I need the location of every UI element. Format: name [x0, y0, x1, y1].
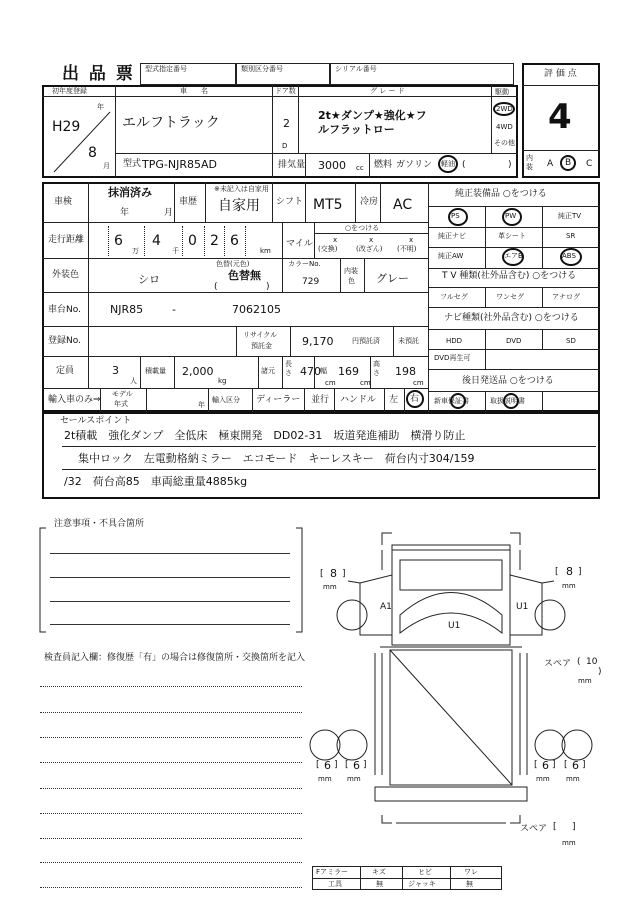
- ext-color-label: 外装色: [52, 270, 80, 280]
- fuel-paren-open: (: [462, 160, 466, 170]
- drive-other: その他: [494, 139, 515, 147]
- tv-analog: アナログ: [552, 293, 580, 301]
- repaint-label: 色替(元色): [216, 260, 250, 268]
- capacity-value: 3: [112, 364, 119, 377]
- equip-leather: 革シート: [498, 232, 526, 240]
- equipment-title: 純正装備品 ○をつける: [455, 189, 547, 199]
- tire-fr-bracket-open: [: [555, 567, 559, 577]
- score-header: 評 価 点: [544, 69, 577, 79]
- import-class-label: 輸入区分: [212, 396, 240, 404]
- door-suffix: D: [282, 142, 288, 150]
- interior-a: A: [547, 159, 554, 169]
- score-value: 4: [548, 97, 572, 137]
- model-label: 型式: [123, 159, 142, 169]
- tire-rr2-unit: mm: [566, 775, 580, 783]
- height-label: 高さ: [373, 360, 380, 377]
- sheet-title: 出 品 票: [62, 64, 135, 84]
- int-color-value: グレー: [376, 272, 409, 285]
- mileage-digit-3: 0: [188, 233, 197, 249]
- dims-label: 諸元: [261, 367, 275, 375]
- grade-line2: ルフラットロー: [318, 123, 395, 136]
- spare2-bracket-close: ]: [572, 822, 576, 832]
- doors-label: ドア数: [275, 87, 296, 95]
- car-name: エルフトラック: [122, 115, 220, 131]
- odo-tamper: (改ざん): [356, 245, 383, 253]
- sales-line-1: 2t積載 強化ダンプ 全低床 極東開発 DD02-31 坂道発進補助 横滑り防止: [64, 429, 466, 442]
- sales-label: セールスポイント: [60, 416, 132, 426]
- later-warranty: 新車保証書: [434, 397, 469, 405]
- tire-rl2-unit: mm: [347, 775, 361, 783]
- load-label: 積載量: [145, 367, 166, 375]
- repaint-paren-close: ): [266, 282, 270, 292]
- odo-exchange: (交換): [318, 245, 338, 253]
- equip-navi: 純正ナビ: [438, 232, 466, 240]
- year-unit: 年: [97, 103, 104, 111]
- spare1-paren-close: ): [598, 667, 602, 677]
- drive-2wd: 2WD: [496, 105, 513, 113]
- acc-header-crack: ヒビ: [418, 868, 432, 876]
- first-reg-month: 8: [88, 145, 97, 161]
- handle-left: 左: [389, 395, 399, 405]
- spare1-unit: mm: [578, 677, 592, 685]
- interior-label: 内装: [526, 154, 533, 171]
- mileage-digit-5: 6: [230, 233, 239, 249]
- tire-rl1-value: 6: [324, 759, 331, 772]
- width-unit: cm: [360, 379, 371, 387]
- odo-x2: x: [369, 236, 374, 244]
- class-label: 類別区分番号: [241, 65, 283, 73]
- mileage-sen: 千: [172, 247, 179, 255]
- mark-u1-door: U1: [516, 602, 529, 612]
- acc-header-break: ワレ: [464, 868, 478, 876]
- length-unit: cm: [325, 379, 336, 387]
- tire-rl2-bracket-close: ]: [363, 760, 367, 770]
- tire-fl-bracket-open: [: [320, 569, 324, 579]
- reg-no-label: 登録No.: [48, 336, 81, 346]
- fuel-gasoline: ガソリン: [396, 160, 433, 170]
- mileage-digit-2: 4: [152, 233, 161, 249]
- serial-label: シリアル番号: [335, 65, 377, 73]
- shift-value: MT5: [313, 197, 343, 213]
- load-unit: kg: [218, 377, 227, 385]
- equip-abs: ABS: [562, 252, 576, 260]
- tire-rr1-value: 6: [542, 759, 549, 772]
- odo-x3: x: [409, 236, 414, 244]
- import-label: 輸入車のみ⇒: [48, 395, 101, 405]
- mile-label: マイル: [286, 239, 313, 249]
- navi-title: ナビ種類(社外品含む) ○をつける: [444, 313, 579, 323]
- displacement-unit: cc: [356, 164, 364, 172]
- color-no-value: 729: [302, 277, 320, 287]
- int-color-label-2: 色: [348, 277, 355, 285]
- mileage-man: 万: [132, 247, 139, 255]
- height-unit: cm: [413, 379, 424, 387]
- drive-label: 駆動: [495, 88, 509, 96]
- navi-hdd: HDD: [446, 337, 463, 345]
- height-value: 198: [395, 365, 416, 378]
- equip-sr: SR: [566, 232, 576, 240]
- import-parallel: 並行: [311, 395, 330, 405]
- recycle-paid: 円預託済: [352, 337, 380, 345]
- displacement-value: 3000: [318, 159, 346, 172]
- odo-unknown: (不明): [397, 245, 417, 253]
- tire-rr1-bracket-close: ]: [552, 760, 556, 770]
- tv-oneseg: ワンセグ: [496, 293, 524, 301]
- tire-rr2-value: 6: [572, 759, 579, 772]
- car-name-label: 車 名: [180, 87, 208, 95]
- tire-rl1-unit: mm: [318, 775, 332, 783]
- repaint-paren-open: (: [214, 282, 218, 292]
- tire-fr-unit: mm: [562, 582, 576, 590]
- acc-jack-label: ジャッキ: [408, 880, 436, 888]
- model-value: TPG-NJR85AD: [142, 158, 217, 171]
- spare2-unit: mm: [562, 839, 576, 847]
- grade-label: グ レ ー ド: [370, 87, 405, 95]
- use-value: 自家用: [218, 198, 260, 214]
- fuel-paren-close: ): [508, 160, 512, 170]
- tire-fr-value: 8: [566, 565, 573, 578]
- chassis-label: 車台No.: [48, 305, 81, 315]
- tire-fl-bracket-close: ]: [342, 569, 346, 579]
- odo-note: ○をつける: [345, 224, 380, 232]
- ac-label: 冷房: [360, 197, 379, 207]
- model-year-label-1: モデル: [112, 390, 133, 398]
- mileage-digit-4: 2: [210, 233, 219, 249]
- equip-ps: PS: [451, 212, 460, 220]
- tire-rr2-bracket-close: ]: [582, 760, 586, 770]
- acc-tools-label: 工具: [328, 880, 342, 888]
- history-label: 車歴: [179, 197, 198, 207]
- mileage-label: 走行距離: [48, 235, 85, 245]
- tire-rr2-bracket-open: [: [564, 760, 568, 770]
- grade-line1: 2t★ダンプ★強化★フ: [318, 109, 427, 122]
- int-color-label-1: 内装: [344, 267, 358, 275]
- chassis-dash: -: [172, 303, 176, 316]
- acc-jack-value: 無: [466, 880, 473, 888]
- tire-fr-bracket-close: ]: [578, 567, 582, 577]
- first-reg-label: 初年度登録: [52, 87, 87, 95]
- later-title: 後日発送品 ○をつける: [462, 376, 554, 386]
- caution-label: 注意事項・不具合箇所: [54, 519, 145, 529]
- equip-tv: 純正TV: [558, 212, 582, 220]
- sales-line-2: 集中ロック 左電動格納ミラー エコモード キーレスキー 荷台内寸304/159: [78, 452, 475, 465]
- repaint-value: 色替無: [228, 269, 261, 282]
- dvd-play-label: DVD再生可: [434, 354, 471, 362]
- interior-c: C: [586, 159, 593, 169]
- chassis-prefix: NJR85: [110, 303, 144, 316]
- fuel-label: 燃料: [374, 160, 393, 170]
- recycle-unpaid: 未預託: [398, 337, 419, 345]
- odo-x1: x: [333, 236, 338, 244]
- mark-u1-windshield: U1: [448, 621, 461, 631]
- navi-sd: SD: [566, 337, 576, 345]
- caution-bracket: [38, 526, 304, 636]
- length-value: 470: [300, 365, 321, 378]
- color-no-label: カラーNo.: [288, 260, 321, 268]
- fuel-diesel: 軽油: [441, 160, 455, 168]
- inspection-month-unit: 月: [164, 208, 174, 218]
- inspection-label: 車検: [54, 197, 73, 207]
- ac-value: AC: [393, 197, 413, 213]
- spare1-label: スペア: [544, 659, 572, 669]
- inspector-label: 検査員記入欄：修復歴「有」の場合は修復箇所・交換箇所を記入: [44, 653, 306, 663]
- displacement-label: 排気量: [278, 160, 306, 170]
- door-count: 2: [283, 117, 290, 130]
- recycle-value: 9,170: [302, 335, 334, 348]
- tire-rl2-bracket-open: [: [345, 760, 349, 770]
- equip-pw: PW: [505, 212, 517, 220]
- equip-airbag: エアB: [504, 252, 523, 260]
- spare1-value: 10: [586, 657, 598, 667]
- capacity-unit: 人: [130, 377, 137, 385]
- model-year-unit: 年: [198, 401, 205, 409]
- navi-dvd: DVD: [506, 337, 522, 345]
- chassis-number: 7062105: [232, 303, 281, 316]
- handle-right: 右: [410, 394, 420, 404]
- tire-fl-unit: mm: [323, 583, 337, 591]
- mark-a1: A1: [380, 602, 392, 612]
- drive-4wd: 4WD: [496, 123, 513, 131]
- load-value: 2,000: [182, 365, 214, 378]
- import-dealer: ディーラー: [256, 395, 301, 405]
- tire-rl2-value: 6: [353, 759, 360, 772]
- equip-aw: 純正AW: [438, 252, 464, 260]
- use-note: ※未記入は自家用: [214, 185, 269, 193]
- type-spec-label: 型式指定番号: [145, 65, 187, 73]
- acc-header-scratch: キズ: [372, 868, 386, 876]
- model-year-label-2: 年式: [114, 400, 128, 408]
- later-manual: 取扱説明書: [490, 397, 525, 405]
- sales-line-3: /32 荷台高85 車両総重量4885kg: [64, 475, 248, 488]
- ext-color-value: シロ: [138, 273, 160, 286]
- inspection-value: 抹消済み: [108, 186, 152, 199]
- width-value: 169: [338, 365, 359, 378]
- handle-label: ハンドル: [340, 395, 377, 405]
- width-label: 幅: [320, 367, 327, 375]
- spare2-label: スペア: [520, 824, 548, 834]
- acc-header-mirror: Fアミラー: [316, 868, 349, 876]
- spare1-paren-open: (: [577, 657, 581, 667]
- mileage-digit-1: 6: [114, 233, 123, 249]
- interior-b: B: [565, 158, 572, 168]
- tire-fl-value: 8: [330, 567, 337, 580]
- capacity-label: 定員: [56, 366, 75, 376]
- tire-rr1-bracket-open: [: [534, 760, 538, 770]
- shift-label: シフト: [276, 197, 304, 207]
- tv-fullseg: フルセグ: [440, 293, 468, 301]
- inspection-year-unit: 年: [120, 208, 130, 218]
- tire-rr1-unit: mm: [536, 775, 550, 783]
- month-unit: 月: [103, 162, 110, 170]
- tire-rl1-bracket-close: ]: [334, 760, 338, 770]
- first-reg-year: H29: [52, 119, 81, 135]
- recycle-label-1: リサイクル: [243, 331, 278, 339]
- spare2-bracket-open: [: [553, 822, 557, 832]
- recycle-label-2: 預託金: [251, 342, 272, 350]
- tire-rl1-bracket-open: [: [316, 760, 320, 770]
- mileage-km: km: [260, 247, 271, 255]
- length-label: 長さ: [285, 360, 292, 377]
- acc-tools-value: 無: [376, 880, 383, 888]
- tv-title: T V 種類(社外品含む) ○をつける: [442, 271, 577, 281]
